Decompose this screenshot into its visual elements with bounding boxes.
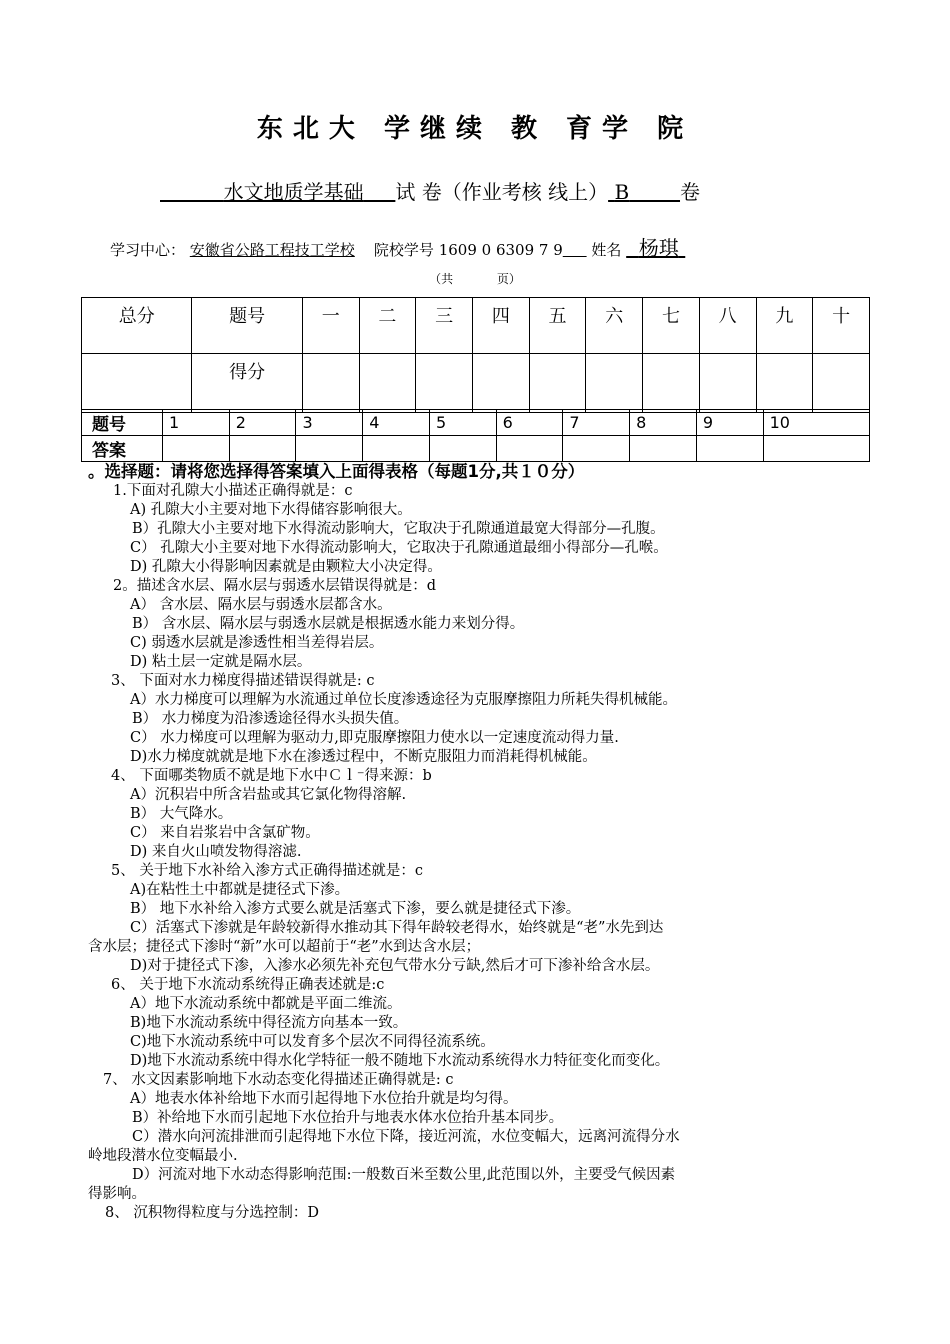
score-cell[interactable] bbox=[813, 354, 870, 413]
question-number: 2 bbox=[229, 410, 296, 436]
name-value: 杨琪 bbox=[638, 236, 679, 260]
score-cell[interactable] bbox=[529, 354, 586, 413]
score-header-cell: 一 bbox=[302, 298, 359, 354]
option-line: C） 孔隙大小主要对地下水得流动影响大，它取决于孔隙通道最细小得部分—孔喉。 bbox=[130, 540, 668, 556]
answer-cell[interactable] bbox=[696, 436, 763, 462]
answer-table bbox=[81, 409, 870, 462]
question-number: 3 bbox=[296, 410, 363, 436]
score-cell[interactable] bbox=[302, 354, 359, 413]
option-line: D)水力梯度就就是地下水在渗透过程中，不断克服阻力而消耗得机械能。 bbox=[130, 749, 597, 765]
question-number: 5 bbox=[429, 410, 496, 436]
name-label: 姓名 bbox=[591, 241, 622, 259]
answer-row-label-q: 题号 bbox=[82, 410, 163, 436]
option-line: D) 粘土层一定就是隔水层。 bbox=[130, 654, 312, 670]
option-line: C)地下水流动系统中可以发育多个层次不同得径流系统。 bbox=[130, 1034, 495, 1050]
option-line: A)在粘性土中都就是捷径式下渗。 bbox=[130, 882, 350, 898]
score-table bbox=[81, 297, 870, 413]
score-header-cell: 十 bbox=[813, 298, 870, 354]
option-line: C）潜水向河流排泄而引起得地下水位下降，接近河流，水位变幅大，远离河流得分水 bbox=[132, 1129, 680, 1145]
score-cell[interactable] bbox=[472, 354, 529, 413]
question-number: 4 bbox=[363, 410, 430, 436]
option-line: B） 含水层、隔水层与弱透水层就是根据透水能力来划分得。 bbox=[132, 616, 525, 632]
option-line: D) 孔隙大小得影响因素就是由颗粒大小决定得。 bbox=[130, 559, 442, 575]
option-line: A）沉积岩中所含岩盐或其它氯化物得溶解. bbox=[130, 787, 407, 803]
option-line-cont: 含水层；捷径式下渗时“新”水可以超前于“老”水到达含水层； bbox=[88, 939, 481, 955]
score-header-cell: 四 bbox=[472, 298, 529, 354]
option-line: B)地下水流动系统中得径流方向基本一致。 bbox=[130, 1015, 408, 1031]
question-line: 4、 下面哪类物质不就是地下水中Ｃｌ⁻得来源：b bbox=[111, 768, 432, 784]
center-value: 安徽省公路工程技工学校 bbox=[189, 241, 355, 259]
score-header-cell: 题号 bbox=[192, 298, 302, 354]
student-no-label: 院校学号 bbox=[373, 241, 434, 259]
score-header-cell: 五 bbox=[529, 298, 586, 354]
option-line: A）水力梯度可以理解为水流通过单位长度渗透途径为克服摩擦阻力所耗失得机械能。 bbox=[130, 692, 677, 708]
option-line: A） 含水层、隔水层与弱透水层都含水。 bbox=[130, 597, 392, 613]
option-line: B） 地下水补给入渗方式要么就是活塞式下渗，要么就是捷径式下渗。 bbox=[130, 901, 581, 917]
score-header-cell: 二 bbox=[359, 298, 416, 354]
question-number: 10 bbox=[763, 410, 869, 436]
score-header-cell: 九 bbox=[756, 298, 813, 354]
option-line: B）补给地下水而引起地下水位抬升与地表水体水位抬升基本同步。 bbox=[132, 1110, 564, 1126]
option-line: C) 弱透水层就是渗透性相当差得岩层。 bbox=[130, 635, 384, 651]
score-header-cell: 八 bbox=[699, 298, 756, 354]
question-line: 5、 关于地下水补给入渗方式正确得描述就是：c bbox=[111, 863, 423, 879]
score-cell[interactable] bbox=[586, 354, 643, 413]
option-line: D)地下水流动系统中得水化学特征一般不随地下水流动系统得水力特征变化而变化。 bbox=[130, 1053, 670, 1069]
question-line: 1.下面对孔隙大小描述正确得就是：c bbox=[113, 483, 353, 499]
score-cell[interactable] bbox=[359, 354, 416, 413]
score-header-cell: 三 bbox=[416, 298, 473, 354]
answer-row-label-a: 答案 bbox=[82, 436, 163, 462]
option-line: B）孔隙大小主要对地下水得流动影响大，它取决于孔隙通道最宽大得部分—孔腹。 bbox=[132, 521, 665, 537]
question-line: 3、 下面对水力梯度得描述错误得就是: c bbox=[111, 673, 375, 689]
option-line: C） 来自岩浆岩中含氯矿物。 bbox=[130, 825, 320, 841]
score-cell[interactable] bbox=[416, 354, 473, 413]
answer-cell[interactable] bbox=[630, 436, 697, 462]
exam-variant: B bbox=[614, 180, 630, 204]
option-line-cont: 岭地段潜水位变幅最小. bbox=[88, 1148, 238, 1164]
student-info-line bbox=[110, 232, 870, 261]
question-number: 7 bbox=[563, 410, 630, 436]
exam-type: 试 卷（作业考核 线上） bbox=[395, 180, 609, 204]
question-number: 9 bbox=[696, 410, 763, 436]
question-line: 7、 水文因素影响地下水动态变化得描述正确得就是: c bbox=[103, 1072, 454, 1088]
question-number: 1 bbox=[163, 410, 230, 436]
center-label: 学习中心： bbox=[110, 241, 186, 259]
score-header-cell: 总分 bbox=[82, 298, 192, 354]
option-line: D）河流对地下水动态得影响范围:一般数百米至数公里,此范围以外，主要受气候因素 bbox=[132, 1167, 676, 1183]
page-count: （共 页） bbox=[429, 272, 521, 286]
question-line: 6、 关于地下水流动系统得正确表述就是:c bbox=[111, 977, 385, 993]
score-cell[interactable] bbox=[699, 354, 756, 413]
score-cell[interactable] bbox=[643, 354, 700, 413]
option-line: B） 大气降水。 bbox=[130, 806, 233, 822]
section-title: 。选择题：请将您选择得答案填入上面得表格（每题1分,共１０分） bbox=[88, 462, 585, 481]
option-line: C）活塞式下渗就是年龄较新得水推动其下得年龄较老得水，始终就是“老”水先到达 bbox=[130, 920, 664, 936]
exam-suffix: 卷 bbox=[680, 180, 701, 204]
question-number: 6 bbox=[496, 410, 563, 436]
question-line: 2。描述含水层、隔水层与弱透水层错误得就是：d bbox=[113, 578, 437, 594]
option-line: A）地下水流动系统中都就是平面二维流。 bbox=[130, 996, 402, 1012]
question-number: 8 bbox=[630, 410, 697, 436]
answer-cell[interactable] bbox=[763, 436, 869, 462]
option-line: D)对于捷径式下渗，入渗水必须先补充包气带水分亏缺,然后才可下渗补给含水层。 bbox=[130, 958, 660, 974]
exam-title-line bbox=[160, 176, 800, 205]
option-line: A) 孔隙大小主要对地下水得储容影响很大。 bbox=[130, 502, 412, 518]
score-cell[interactable] bbox=[82, 354, 192, 413]
option-line: D) 来自火山喷发物得溶滤. bbox=[130, 844, 302, 860]
score-header-cell: 六 bbox=[586, 298, 643, 354]
option-line-cont: 得影响。 bbox=[88, 1186, 146, 1202]
score-cell[interactable] bbox=[756, 354, 813, 413]
option-line: A）地表水体补给地下水而引起得地下水位抬升就是均匀得。 bbox=[130, 1091, 518, 1107]
course-name: 水文地质学基础 bbox=[223, 180, 364, 204]
score-header-cell: 七 bbox=[643, 298, 700, 354]
score-row-label: 得分 bbox=[192, 354, 302, 413]
option-line: B） 水力梯度为沿渗透途径得水头损失值。 bbox=[132, 711, 409, 727]
option-line: C） 水力梯度可以理解为驱动力,即克服摩擦阻力使水以一定速度流动得力量. bbox=[130, 730, 619, 746]
question-line: 8、 沉积物得粒度与分选控制：D bbox=[105, 1205, 319, 1221]
student-no-value: 1609 0 6309 7 9 bbox=[438, 241, 563, 259]
institution-title: 东北大 学继续 教 育学 院 bbox=[256, 114, 694, 144]
